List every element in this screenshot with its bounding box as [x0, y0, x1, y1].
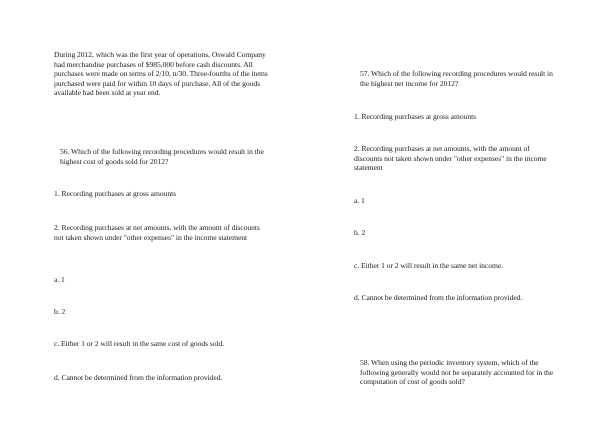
q56-statement-2: 2. Recording purchases at net amounts, with the amount of discounts not taken shown under "other expenses" in the income statement [54, 223, 260, 242]
q57-choice-d: d. Cannot be determined from the information provided. [354, 293, 523, 302]
q57-statement-1: 1. Recording purchases at gross amounts [354, 112, 477, 121]
q57-choice-c: c. Either 1 or 2 will result in the same net income. [354, 261, 504, 270]
q56-choice-a: a. 1 [54, 275, 65, 284]
q57-statement-2: 2. Recording purchases at net amounts, with the amount of discounts not taken shown under "other expenses" in the income statement [354, 144, 547, 173]
question-57-text: 57. Which of the following recording procedures would result in the highest net income for 2012? [360, 69, 553, 88]
q57-choice-b: b. 2 [354, 228, 366, 237]
q56-statement-1: 1. Recording purchases at gross amounts [54, 189, 177, 198]
q57-choice-a: a. 1 [354, 196, 365, 205]
question-56-text: 56. Which of the following recording procedures would result in the highest cost of goods sold for 2012? [60, 147, 264, 166]
intro-paragraph: During 2012, which was the first year of operations, Oswald Company had merchandise purchases of $985,000 before cash discounts. All purchases were made on terms of 2/10, n/30. Three-fourths of the items purchased were paid for within 10 days of purchase. All of the goods available had been sold at year end. [54, 50, 268, 98]
question-58-text: 58. When using the periodic inventory system, which of the following generally would not be separately accounted for in the computation of cost of goods sold? [360, 358, 554, 387]
q56-choice-d: d. Cannot be determined from the information provided. [54, 373, 223, 382]
q56-choice-b: b. 2 [54, 307, 66, 316]
q56-choice-c: c. Either 1 or 2 will result in the same cost of goods sold. [54, 339, 225, 348]
